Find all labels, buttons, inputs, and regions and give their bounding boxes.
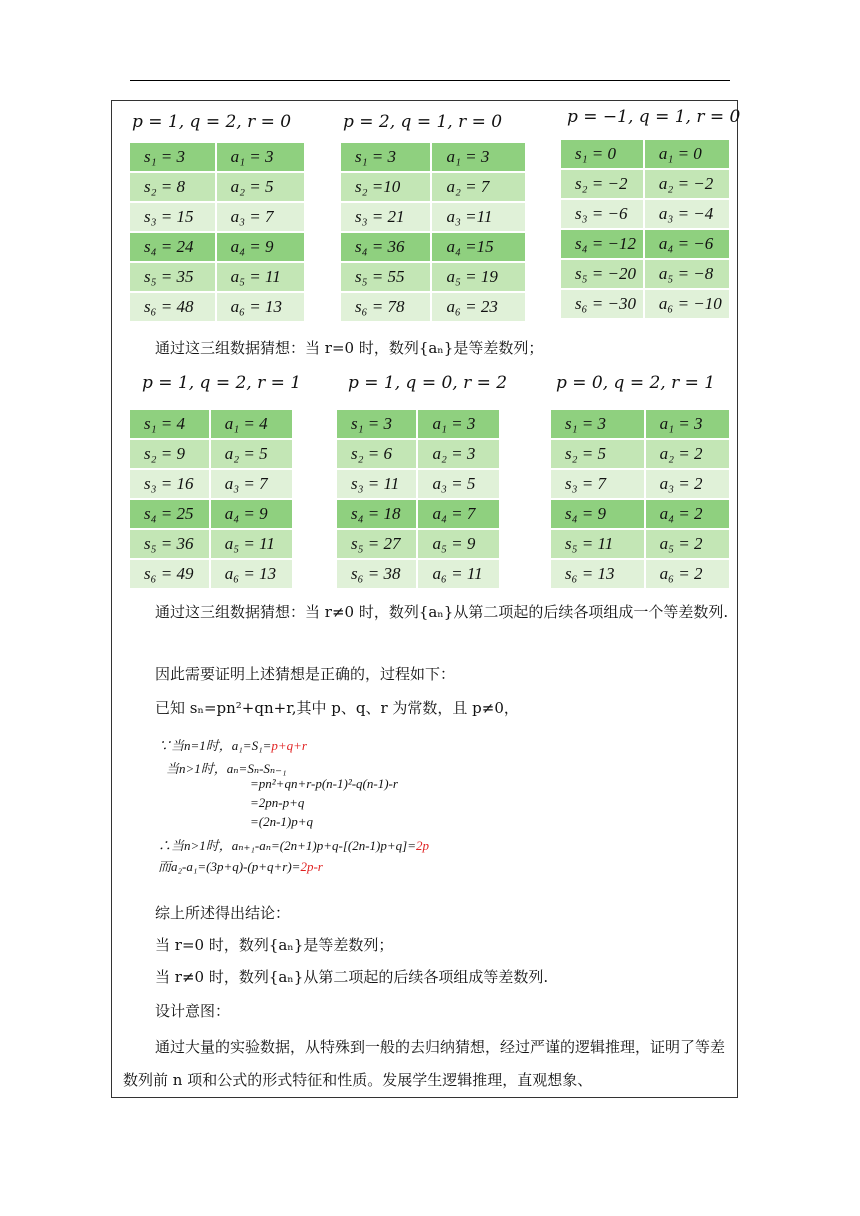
cell: a₂ = 3 [417, 439, 500, 469]
cell: s₁ = 0 [561, 140, 644, 169]
table4 [130, 410, 294, 590]
conclusion-1: 通过这三组数据猜想：当 r=0 时，数列{aₙ}是等差数列； [155, 339, 544, 357]
cell: s₂ = 8 [130, 172, 216, 202]
proof-highlight: 2p [415, 838, 429, 853]
summary-2: 当 r≠0 时，数列{aₙ}从第二项起的后续各项组成等差数列. [155, 968, 549, 986]
cell: a₆ = 13 [210, 559, 293, 589]
cell: s₂ = −2 [561, 169, 644, 199]
proof-line-5: =(2n-1)p+q [250, 814, 314, 829]
proof-highlight: 2p-r [300, 859, 323, 874]
cell: a₃ = 7 [210, 469, 293, 499]
cell: a₄ = 9 [210, 499, 293, 529]
cell: s₄ = 36 [341, 232, 431, 262]
cell: a₁ = 3 [417, 410, 500, 439]
proof-line-4: =2pn-p+q [250, 795, 305, 810]
cell: s₅ = 35 [130, 262, 216, 292]
cell: a₃ = 7 [216, 202, 305, 232]
cell: s₆ = 13 [551, 559, 645, 589]
table6-header: p = 0, q = 2, r = 1 [556, 373, 716, 393]
cell: s₃ = 7 [551, 469, 645, 499]
cell: a₅ = 2 [645, 529, 730, 559]
cell: a₁ = 0 [644, 140, 730, 169]
cell: a₄ = 9 [216, 232, 305, 262]
cell: a₆ = −10 [644, 289, 730, 319]
cell: s₆ = 38 [337, 559, 417, 589]
cell: a₄ = −6 [644, 229, 730, 259]
table5 [337, 410, 501, 590]
cell: s₂ =10 [341, 172, 431, 202]
cell: a₃ = 5 [417, 469, 500, 499]
cell: s₆ = −30 [561, 289, 644, 319]
cell: s₂ = 5 [551, 439, 645, 469]
table3 [561, 140, 731, 320]
proof-highlight: p+q+r [271, 738, 307, 753]
cell: a₂ = 5 [216, 172, 305, 202]
proof-line-7 [158, 856, 323, 875]
cell: a₁ = 3 [645, 410, 730, 439]
cell: a₄ = 7 [417, 499, 500, 529]
summary-title: 综上所述得出结论： [155, 904, 291, 922]
cell: s₆ = 78 [341, 292, 431, 322]
cell: s₁ = 3 [130, 143, 216, 172]
cell: a₅ = −8 [644, 259, 730, 289]
proof-line-2: 当n>1时，aₙ=Sₙ-Sₙ₋₁ [166, 761, 287, 776]
cell: a₁ = 3 [431, 143, 526, 172]
cell: s₃ = 16 [130, 469, 210, 499]
cell: a₄ = 2 [645, 499, 730, 529]
cell: a₅ = 11 [216, 262, 305, 292]
design-title: 设计意图： [155, 1002, 231, 1020]
cell: a₂ = 2 [645, 439, 730, 469]
cell: s₃ = 11 [337, 469, 417, 499]
table5-header: p = 1, q = 0, r = 2 [348, 373, 508, 393]
table6 [551, 410, 731, 590]
need-proof-text: 因此需要证明上述猜想是正确的，过程如下： [155, 665, 456, 683]
cell: a₁ = 4 [210, 410, 293, 439]
cell: a₆ = 23 [431, 292, 526, 322]
cell: a₅ = 19 [431, 262, 526, 292]
design-text: 通过大量的实验数据，从特殊到一般的去归纳猜想，经过严谨的逻辑推理，证明了等差数列前 n 项和公式的形式特征和性质。发展学生逻辑推理，直观想象、 [123, 1038, 726, 1089]
cell: a₂ = 7 [431, 172, 526, 202]
summary-1: 当 r=0 时，数列{aₙ}是等差数列； [155, 936, 394, 954]
cell: s₅ = −20 [561, 259, 644, 289]
cell: s₆ = 48 [130, 292, 216, 322]
cell: s₁ = 3 [551, 410, 645, 439]
cell: s₁ = 4 [130, 410, 210, 439]
cell: a₃ = −4 [644, 199, 730, 229]
cell: a₅ = 9 [417, 529, 500, 559]
proof-text: ∴当n>1时，aₙ₊₁-aₙ=(2n+1)p+q-[(2n-1)p+q]= [158, 838, 416, 853]
cell: a₃ = 2 [645, 469, 730, 499]
cell: s₄ = 18 [337, 499, 417, 529]
cell: s₁ = 3 [341, 143, 431, 172]
cell: a₂ = 5 [210, 439, 293, 469]
cell: s₂ = 9 [130, 439, 210, 469]
cell: a₆ = 2 [645, 559, 730, 589]
proof-text: 而a₂-a₁=(3p+q)-(p+q+r)= [158, 859, 301, 874]
cell: a₆ = 13 [216, 292, 305, 322]
table2-header: p = 2, q = 1, r = 0 [343, 112, 503, 132]
proof-line-3: =pn²+qn+r-p(n-1)²-q(n-1)-r [250, 776, 398, 791]
proof-line-1 [158, 735, 307, 754]
cell: a₃ =11 [431, 202, 526, 232]
cell: s₅ = 11 [551, 529, 645, 559]
table3-header: p = −1, q = 1, r = 0 [567, 107, 741, 127]
table1 [130, 143, 306, 323]
conclusion-2: 通过这三组数据猜想：当 r≠0 时，数列{aₙ}从第二项起的后续各项组成一个等差数列. [155, 603, 729, 621]
cell: s₅ = 55 [341, 262, 431, 292]
cell: s₃ = −6 [561, 199, 644, 229]
cell: s₄ = −12 [561, 229, 644, 259]
cell: s₂ = 6 [337, 439, 417, 469]
proof-line-6 [158, 835, 429, 854]
cell: s₅ = 36 [130, 529, 210, 559]
cell: a₅ = 11 [210, 529, 293, 559]
cell: a₁ = 3 [216, 143, 305, 172]
table4-header: p = 1, q = 2, r = 1 [142, 373, 302, 393]
cell: a₂ = −2 [644, 169, 730, 199]
proof-text: ∵当n=1时，a₁=S₁= [158, 738, 272, 753]
cell: s₄ = 9 [551, 499, 645, 529]
cell: s₃ = 15 [130, 202, 216, 232]
table1-header: p = 1, q = 2, r = 0 [132, 112, 292, 132]
cell: s₅ = 27 [337, 529, 417, 559]
given-text: 已知 sₙ=pn²+qn+r,其中 p、q、r 为常数，且 p≠0， [155, 699, 519, 717]
cell: s₁ = 3 [337, 410, 417, 439]
cell: s₃ = 21 [341, 202, 431, 232]
table2 [341, 143, 527, 323]
header-rule [130, 80, 730, 81]
cell: a₄ =15 [431, 232, 526, 262]
cell: s₄ = 24 [130, 232, 216, 262]
cell: s₄ = 25 [130, 499, 210, 529]
cell: a₆ = 11 [417, 559, 500, 589]
cell: s₆ = 49 [130, 559, 210, 589]
